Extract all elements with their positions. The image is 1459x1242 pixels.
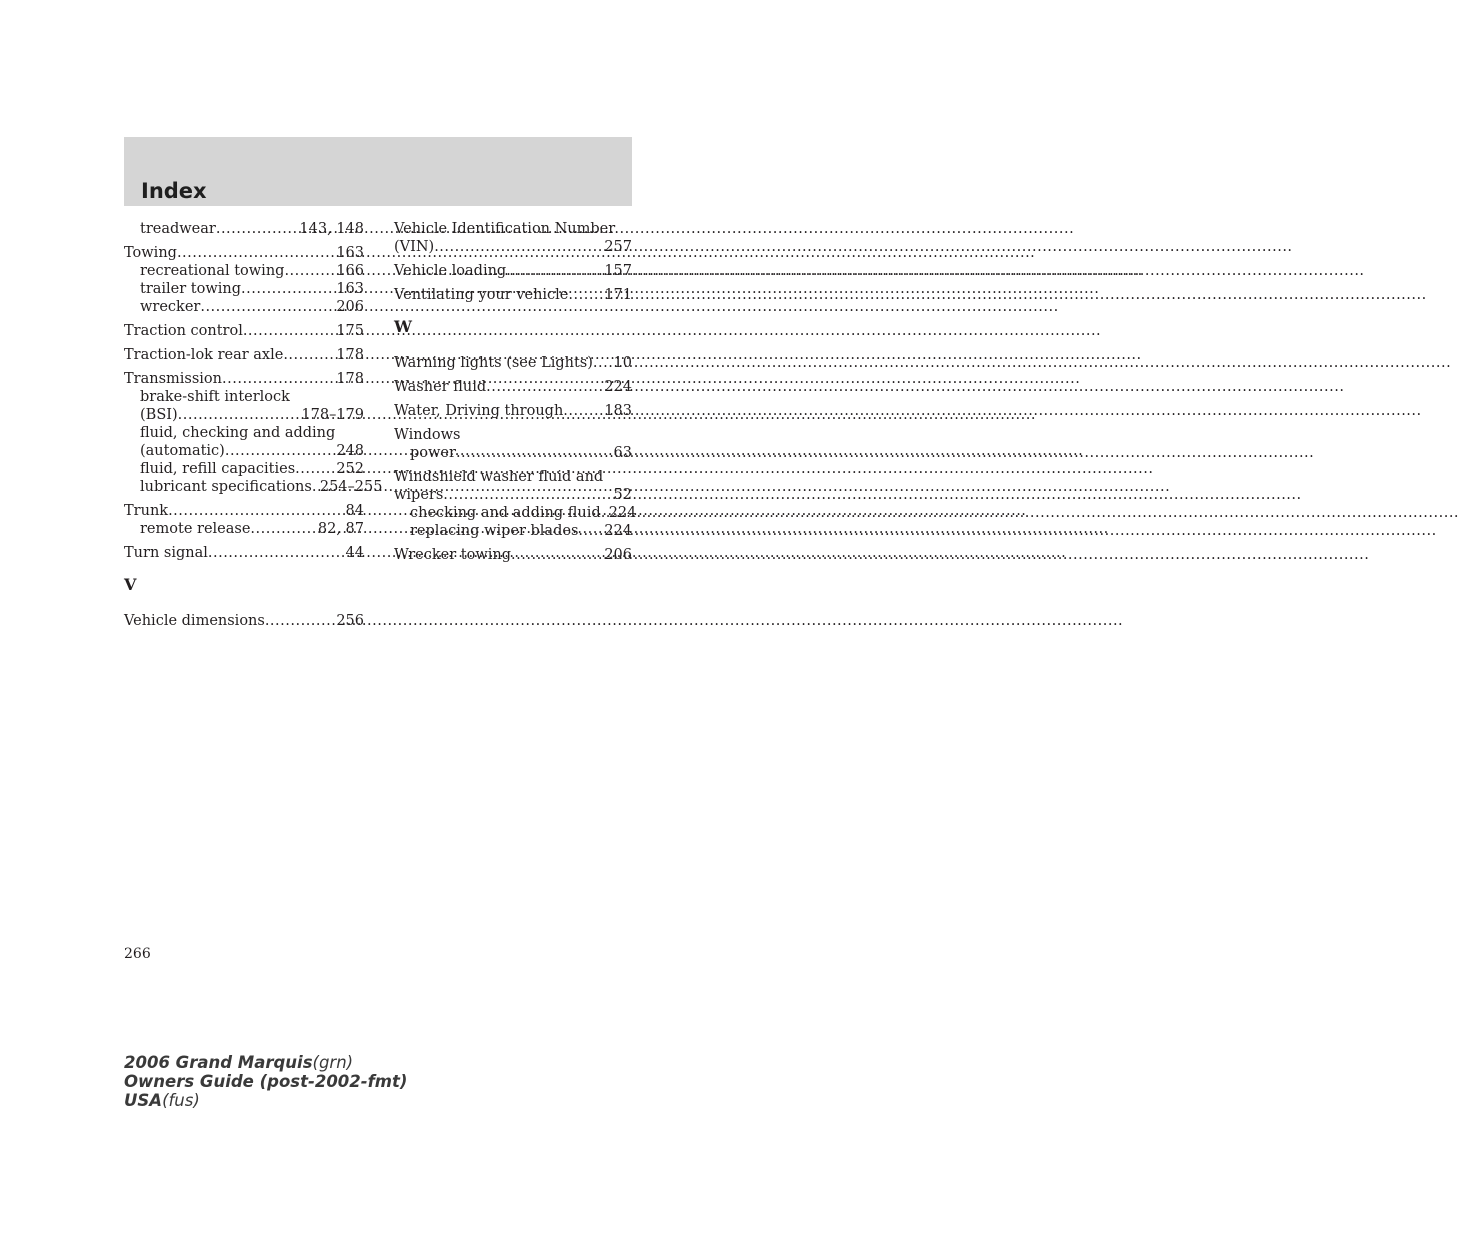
index-entry bbox=[124, 544, 364, 562]
entry-term: wrecker bbox=[140, 299, 201, 315]
index-entry bbox=[394, 354, 632, 372]
index-entry bbox=[124, 612, 364, 630]
dot-leader bbox=[506, 262, 604, 280]
entry-page: 224 bbox=[604, 379, 632, 395]
footer-model-code: (grn) bbox=[312, 1053, 354, 1072]
entry-page: 157 bbox=[604, 263, 632, 279]
entry-page: 256 bbox=[336, 613, 364, 629]
index-line bbox=[140, 478, 383, 496]
entry-term: Vehicle loading bbox=[394, 263, 507, 279]
page-number: 266 bbox=[124, 946, 151, 962]
index-entry bbox=[124, 244, 364, 316]
entry-term: Vehicle dimensions bbox=[124, 613, 265, 629]
entry-page: 224 bbox=[608, 505, 637, 521]
entry-term: treadwear bbox=[140, 221, 216, 237]
entry-page: 63 bbox=[613, 445, 632, 461]
entry-term: Warning lights (see Lights) bbox=[394, 355, 593, 371]
dot-leader bbox=[578, 522, 604, 540]
entry-term: recreational towing bbox=[140, 263, 285, 279]
index-line bbox=[140, 442, 364, 460]
entry-page: 252 bbox=[336, 461, 364, 477]
index-subentry bbox=[394, 522, 632, 540]
dot-leader bbox=[250, 520, 317, 538]
footer-model: 2006 Grand Marquis bbox=[124, 1053, 313, 1072]
index-line bbox=[394, 546, 632, 564]
entry-term: remote release bbox=[140, 521, 251, 537]
entry-term: Washer fluid bbox=[394, 379, 487, 395]
entry-term: (automatic) bbox=[140, 443, 225, 459]
entry-term: Turn signal bbox=[124, 545, 208, 561]
entry-term: replacing wiper blades bbox=[410, 523, 579, 539]
index-line bbox=[140, 220, 364, 238]
index-subentry bbox=[394, 504, 637, 522]
entry-term: Water, Driving through bbox=[394, 403, 564, 419]
entry-page: 178 bbox=[336, 371, 364, 387]
index-line bbox=[394, 286, 632, 304]
index-entry bbox=[394, 286, 632, 304]
index-subentry bbox=[124, 520, 364, 538]
dot-leader bbox=[216, 220, 300, 238]
index-line bbox=[394, 238, 632, 256]
index-line bbox=[124, 346, 364, 364]
header-band bbox=[124, 137, 632, 206]
entry-page: 178–179 bbox=[301, 407, 364, 423]
dot-leader bbox=[208, 544, 346, 562]
dot-leader bbox=[456, 444, 614, 462]
index-subentry bbox=[124, 478, 383, 496]
dot-leader bbox=[177, 244, 336, 262]
index-subentry bbox=[124, 262, 364, 280]
entry-term: fluid, checking and adding bbox=[140, 425, 336, 441]
dot-leader bbox=[593, 354, 614, 372]
index-entry bbox=[394, 402, 632, 420]
index-entry bbox=[124, 346, 364, 364]
index-line bbox=[410, 522, 632, 540]
footer-market: USA bbox=[124, 1091, 163, 1110]
entry-page: 44 bbox=[345, 545, 364, 561]
entry-page: 82, 87 bbox=[317, 521, 364, 537]
dot-leader bbox=[295, 460, 336, 478]
section-letter: W bbox=[394, 317, 412, 336]
entry-term: brake-shift interlock bbox=[140, 389, 290, 405]
index-entry bbox=[394, 262, 632, 280]
index-line bbox=[140, 298, 364, 316]
index-column-right bbox=[394, 220, 637, 570]
entry-term: fluid, refill capacities bbox=[140, 461, 296, 477]
index-entry bbox=[124, 322, 364, 340]
index-entry bbox=[394, 378, 632, 396]
index-column-left bbox=[124, 220, 383, 636]
index-subentry bbox=[124, 388, 364, 424]
entry-page: 224 bbox=[604, 523, 632, 539]
entry-term: (VIN) bbox=[394, 239, 435, 255]
dot-leader bbox=[284, 262, 336, 280]
entry-term: Ventilating your vehicle bbox=[394, 287, 569, 303]
index-entry bbox=[394, 426, 632, 462]
index-subentry bbox=[124, 280, 364, 298]
entry-term: wipers bbox=[394, 487, 444, 503]
entry-page: 163 bbox=[336, 281, 364, 297]
index-line bbox=[124, 244, 364, 262]
entry-term: Windows bbox=[394, 427, 461, 443]
index-line bbox=[394, 378, 632, 396]
entry-page: 206 bbox=[604, 547, 632, 563]
dot-leader bbox=[243, 322, 336, 340]
dot-leader bbox=[511, 546, 604, 564]
index-entry bbox=[124, 502, 364, 538]
index-line bbox=[140, 280, 364, 298]
index-line bbox=[394, 486, 632, 504]
dot-leader bbox=[241, 280, 336, 298]
dot-leader bbox=[563, 402, 604, 420]
dot-leader bbox=[178, 406, 302, 424]
index-line bbox=[394, 402, 632, 420]
entry-page: 183 bbox=[604, 403, 632, 419]
entry-page: 171 bbox=[604, 287, 632, 303]
dot-leader bbox=[568, 286, 604, 304]
entry-term: lubricant specifications bbox=[140, 479, 312, 495]
entry-term: Vehicle Identification Number bbox=[394, 221, 616, 237]
page-title: Index bbox=[141, 179, 207, 203]
index-line bbox=[410, 444, 632, 462]
index-line bbox=[124, 612, 364, 630]
dot-leader bbox=[168, 502, 345, 520]
entry-page: 10 bbox=[613, 355, 632, 371]
entry-term: Trunk bbox=[124, 503, 169, 519]
dot-leader bbox=[443, 486, 613, 504]
index-entry bbox=[394, 546, 632, 564]
footer-market-code: (fus) bbox=[162, 1091, 200, 1110]
entry-page: 166 bbox=[336, 263, 364, 279]
dot-leader bbox=[283, 346, 336, 364]
index-line bbox=[394, 262, 632, 280]
index-line bbox=[140, 406, 364, 424]
index-line bbox=[124, 322, 364, 340]
entry-page: 175 bbox=[336, 323, 364, 339]
index-line bbox=[124, 544, 364, 562]
entry-term: Transmission bbox=[124, 371, 223, 387]
dot-leader bbox=[200, 298, 336, 316]
entry-term: Towing bbox=[124, 245, 177, 261]
entry-page: 52 bbox=[613, 487, 632, 503]
index-line bbox=[140, 520, 364, 538]
index-line bbox=[124, 370, 364, 388]
dot-leader bbox=[312, 478, 320, 496]
entry-page: 163 bbox=[336, 245, 364, 261]
index-line bbox=[410, 504, 637, 522]
index-line bbox=[124, 502, 364, 520]
section-letter: V bbox=[124, 575, 137, 594]
index-subentry bbox=[124, 424, 364, 460]
index-entry bbox=[124, 220, 364, 238]
entry-page: 257 bbox=[604, 239, 632, 255]
dot-leader bbox=[601, 504, 609, 522]
footer-guide: Owners Guide (post-2002-fmt) bbox=[124, 1072, 408, 1091]
entry-term: trailer towing bbox=[140, 281, 242, 297]
entry-page: 248 bbox=[336, 443, 364, 459]
index-subentry bbox=[394, 444, 632, 462]
entry-page: 206 bbox=[336, 299, 364, 315]
index-line bbox=[140, 262, 364, 280]
entry-page: 84 bbox=[345, 503, 364, 519]
entry-term: (BSI) bbox=[140, 407, 178, 423]
index-entry bbox=[394, 468, 637, 540]
index-line bbox=[394, 354, 632, 372]
entry-page: 254–255 bbox=[319, 479, 383, 495]
index-entry bbox=[124, 370, 383, 496]
dot-leader bbox=[265, 612, 336, 630]
index-subentry bbox=[124, 460, 364, 478]
index-subentry bbox=[124, 298, 364, 316]
entry-term: checking and adding fluid bbox=[410, 505, 601, 521]
entry-term: Wrecker towing bbox=[394, 547, 512, 563]
entry-term: Traction control bbox=[124, 323, 243, 339]
dot-leader bbox=[222, 370, 336, 388]
entry-term: power bbox=[410, 445, 456, 461]
entry-page: 178 bbox=[336, 347, 364, 363]
entry-page: 143, 148 bbox=[299, 221, 364, 237]
index-line bbox=[394, 426, 632, 444]
dot-leader bbox=[434, 238, 604, 256]
dot-leader bbox=[225, 442, 336, 460]
entry-term: Windshield washer fluid and bbox=[394, 469, 604, 485]
dot-leader bbox=[486, 378, 604, 396]
footer bbox=[124, 1053, 407, 1110]
index-entry bbox=[394, 220, 632, 256]
index-line bbox=[140, 460, 364, 478]
entry-term: Traction-lok rear axle bbox=[124, 347, 284, 363]
